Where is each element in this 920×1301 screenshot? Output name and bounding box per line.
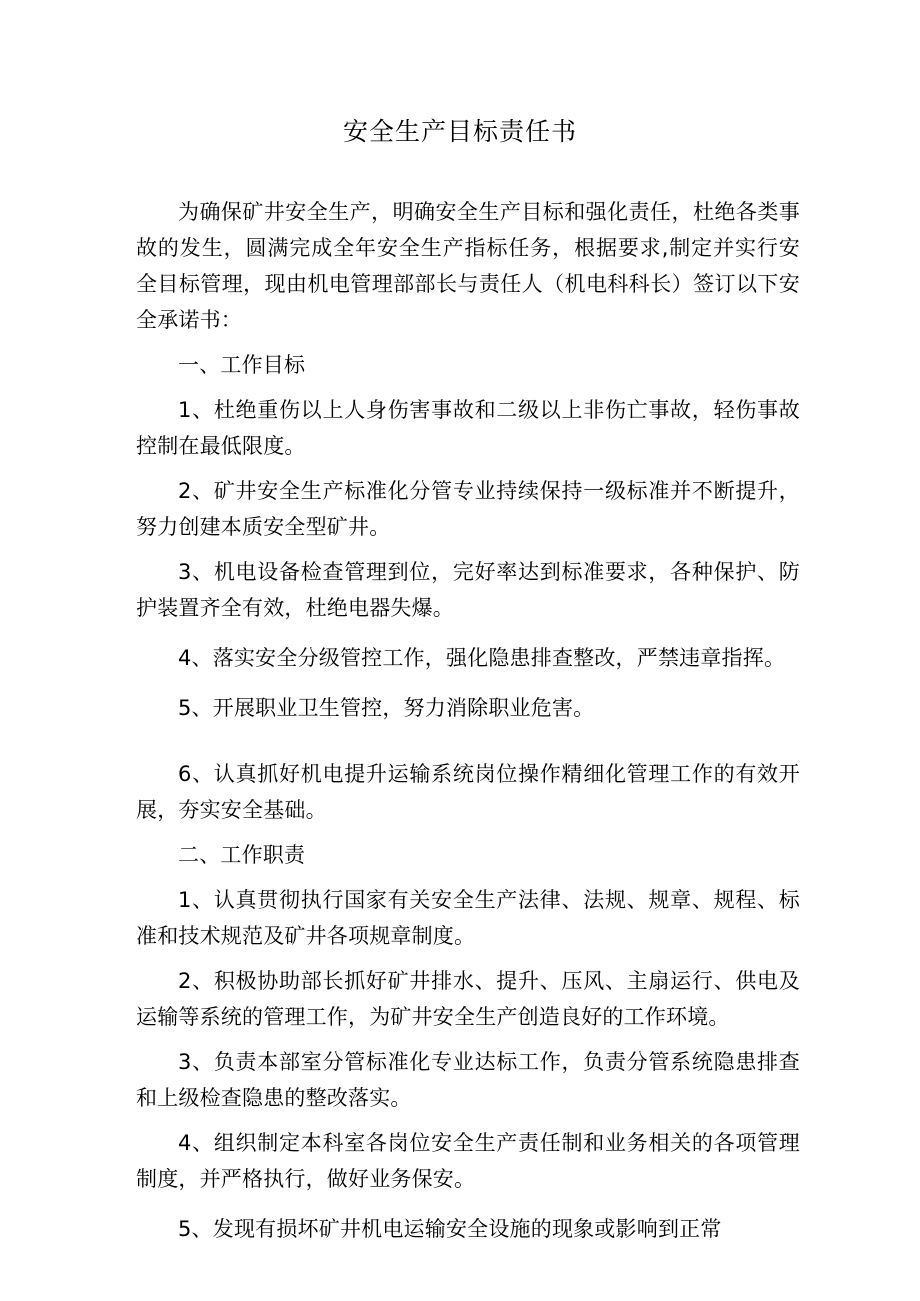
duty-item: 2、积极协助部长抓好矿井排水、提升、压风、主扇运行、供电及运输等系统的管理工作，为矿井安全生产创造良好的工作环境。 [136, 969, 800, 1029]
duty-item: 4、组织制定本科室各岗位安全生产责任制和业务相关的各项管理制度，并严格执行，做好业务保安。 [136, 1131, 800, 1191]
goal-item: 2、矿井安全生产标准化分管专业持续保持一级标准并不断提升，努力创建本质安全型矿井。 [136, 479, 800, 539]
goal-item: 6、认真抓好机电提升运输系统岗位操作精细化管理工作的有效开展，夯实安全基础。 [136, 762, 800, 822]
goal-item: 1、杜绝重伤以上人身伤害事故和二级以上非伤亡事故，轻伤事故控制在最低限度。 [136, 398, 800, 458]
duty-item: 5、发现有损坏矿井机电运输安全设施的现象或影响到正常 [178, 1217, 722, 1241]
duty-item: 3、负责本部室分管标准化专业达标工作，负责分管系统隐患排查和上级检查隐患的整改落实。 [136, 1050, 800, 1110]
goal-item: 4、落实安全分级管控工作，强化隐患排查整改，严禁违章指挥。 [178, 646, 786, 670]
section-heading-duties: 二、工作职责 [178, 843, 306, 867]
section-heading-goals: 一、工作目标 [178, 353, 306, 377]
document-title: 安全生产目标责任书 [342, 117, 577, 146]
goal-item: 3、机电设备检查管理到位，完好率达到标准要求，各种保护、防护装置齐全有效，杜绝电器失爆。 [136, 560, 800, 620]
intro-paragraph: 为确保矿井安全生产，明确安全生产目标和强化责任，杜绝各类事故的发生，圆满完成全年安全生产指标任务，根据要求,制定并实行安全目标管理，现由机电管理部部长与责任人（机电科科长）签订以下安全承诺书： [136, 200, 800, 332]
goal-item: 5、开展职业卫生管控，努力消除职业危害。 [178, 696, 595, 720]
duty-item: 1、认真贯彻执行国家有关安全生产法律、法规、规章、规程、标准和技术规范及矿井各项规章制度。 [136, 888, 800, 948]
document-body [136, 194, 800, 1247]
